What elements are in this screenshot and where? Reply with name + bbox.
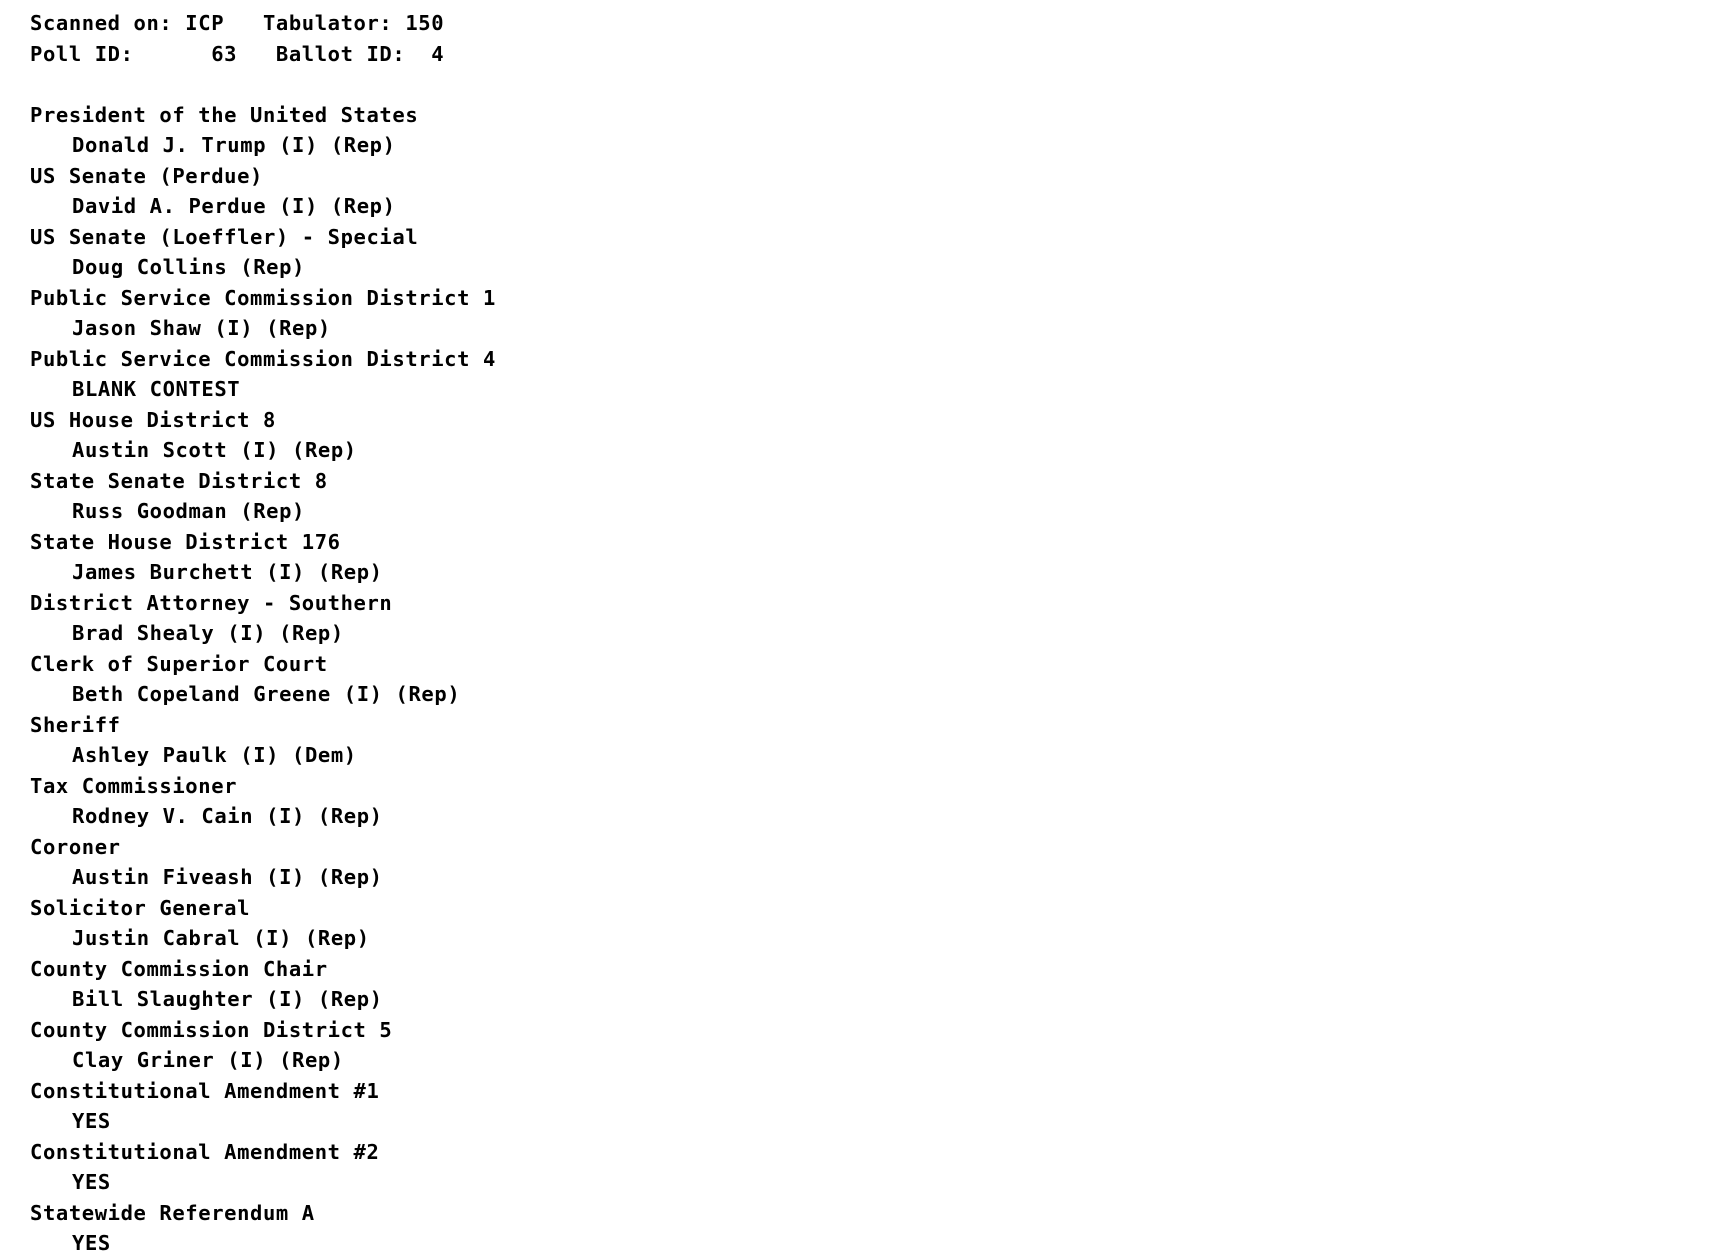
contest-selection: Russ Goodman (Rep) <box>72 499 305 523</box>
contest-title: Constitutional Amendment #2 <box>30 1139 380 1164</box>
spacer <box>30 69 1728 100</box>
contest-title: State Senate District 8 <box>30 468 328 493</box>
contest-title: Coroner <box>30 834 121 859</box>
contest-title: District Attorney - Southern <box>30 590 393 615</box>
contest-selection: Austin Scott (I) (Rep) <box>72 438 357 462</box>
contest-title: President of the United States <box>30 102 419 127</box>
contest-selection: Bill Slaughter (I) (Rep) <box>72 987 383 1011</box>
contest-title: Public Service Commission District 4 <box>30 346 496 371</box>
contest-selection: James Burchett (I) (Rep) <box>72 560 383 584</box>
contest-list <box>30 100 1728 1259</box>
contest-title: Clerk of Superior Court <box>30 651 328 676</box>
contest-selection: Clay Griner (I) (Rep) <box>72 1048 344 1072</box>
contest-selection: YES <box>72 1170 111 1194</box>
contest-selection: Justin Cabral (I) (Rep) <box>72 926 370 950</box>
contest-selection: Ashley Paulk (I) (Dem) <box>72 743 357 767</box>
contest-title: Solicitor General <box>30 895 251 920</box>
contest-title: Statewide Referendum A <box>30 1200 315 1225</box>
contest-selection: David A. Perdue (I) (Rep) <box>72 194 396 218</box>
contest-title: Tax Commissioner <box>30 773 238 798</box>
contest-selection: Austin Fiveash (I) (Rep) <box>72 865 383 889</box>
contest-title: Constitutional Amendment #1 <box>30 1078 380 1103</box>
contest-title: Public Service Commission District 1 <box>30 285 496 310</box>
contest-selection: Brad Shealy (I) (Rep) <box>72 621 344 645</box>
contest-selection: Donald J. Trump (I) (Rep) <box>72 133 396 157</box>
contest-title: US House District 8 <box>30 407 276 432</box>
contest-title: Sheriff <box>30 712 121 737</box>
contest-title: County Commission Chair <box>30 956 328 981</box>
scan-header-line-2: Poll ID: 63 Ballot ID: 4 <box>30 41 445 66</box>
contest-selection: BLANK CONTEST <box>72 377 241 401</box>
contest-selection: YES <box>72 1231 111 1255</box>
scan-header-line-1: Scanned on: ICP Tabulator: 150 <box>30 11 445 35</box>
contest-title: US Senate (Perdue) <box>30 163 263 188</box>
contest-selection: Beth Copeland Greene (I) (Rep) <box>72 682 461 706</box>
contest-selection: Doug Collins (Rep) <box>72 255 305 279</box>
contest-title: State House District 176 <box>30 529 341 554</box>
contest-title: US Senate (Loeffler) - Special <box>30 224 419 249</box>
contest-selection: Jason Shaw (I) (Rep) <box>72 316 331 340</box>
contest-selection: YES <box>72 1109 111 1133</box>
contest-selection: Rodney V. Cain (I) (Rep) <box>72 804 383 828</box>
contest-title: County Commission District 5 <box>30 1017 393 1042</box>
